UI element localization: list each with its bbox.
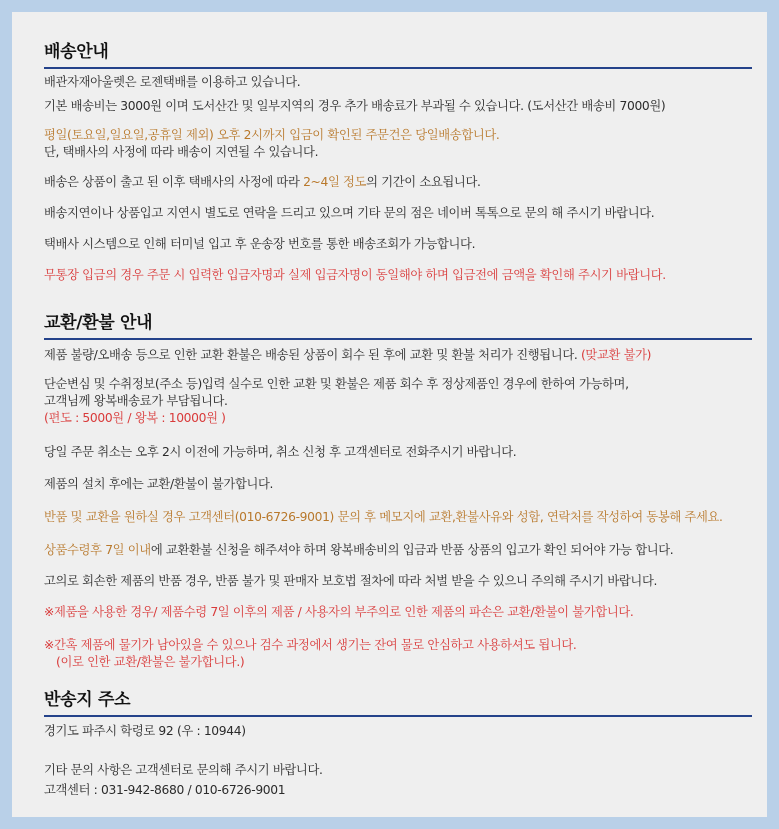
exchange-warning: ※제품을 사용한 경우/ 제품수령 7일 이후의 제품 / 사용자의 부주의로 인한 제품의 파손은 교환/환불이 불가합니다. bbox=[44, 605, 634, 619]
highlight-text: 상품수령후 7일 이내 bbox=[44, 543, 151, 557]
shipping-line: 기본 배송비는 3000원 이며 도서산간 및 일부지역의 경우 추가 배송료가 부과될 수 있습니다. (도서산간 배송비 7000원) bbox=[44, 99, 666, 113]
customer-center-phone: 고객센터 : 031-942-8680 / 010-6726-9001 bbox=[44, 783, 286, 797]
return-address-section bbox=[44, 685, 752, 717]
return-address-line: 기타 문의 사항은 고객센터로 문의해 주시기 바랍니다. bbox=[44, 763, 323, 777]
return-address-title: 반송지 주소 bbox=[44, 685, 752, 717]
exchange-section bbox=[44, 308, 752, 340]
exchange-line: 제품 불량/오배송 등으로 인한 교환 환불은 배송된 상품이 회수 된 후에 교환 및 환불 처리가 진행됩니다. (맞교환 불가) bbox=[44, 348, 652, 362]
exchange-line: 당일 주문 취소는 오후 2시 이전에 가능하며, 취소 신청 후 고객센터로 전화주시기 바랍니다. bbox=[44, 445, 517, 459]
exchange-fee: (편도 : 5000원 / 왕복 : 10000원 ) bbox=[44, 411, 226, 425]
shipping-line: 택배사 시스템으로 인해 터미널 입고 후 운송장 번호를 통한 배송조회가 가능합니다. bbox=[44, 237, 476, 251]
exchange-line: 고의로 회손한 제품의 반품 경우, 반품 불가 및 판매자 보호법 절차에 따라 처벌 받을 수 있으니 주의해 주시기 바랍니다. bbox=[44, 574, 658, 588]
exchange-line: 고객님께 왕복배송료가 부담됩니다. bbox=[44, 394, 228, 408]
highlight-text: (맞교환 불가) bbox=[580, 348, 652, 362]
exchange-line: 상품수령후 7일 이내에 교환환불 신청을 해주셔야 하며 왕복배송비의 입금과 반품 상품의 입고가 확인 되어야 가능 합니다. bbox=[44, 543, 674, 557]
return-address-line: 경기도 파주시 학령로 92 (우 : 10944) bbox=[44, 724, 246, 738]
shipping-line: 배관자재아울렛은 로젠택배를 이용하고 있습니다. bbox=[44, 75, 301, 89]
exchange-warning: ※간혹 제품에 물기가 남아있을 수 있으나 검수 과정에서 생기는 잔여 물로 안심하고 사용하셔도 됩니다. bbox=[44, 638, 577, 652]
shipping-line: 배송지연이나 상품입고 지연시 별도로 연락을 드리고 있으며 기타 문의 점은 네이버 톡톡으로 문의 해 주시기 바랍니다. bbox=[44, 206, 655, 220]
shipping-warning: 무통장 입금의 경우 주문 시 입력한 입금자명과 실제 입금자명이 동일해야 하며 입금전에 금액을 확인해 주시기 바랍니다. bbox=[44, 268, 666, 282]
exchange-line: 단순변심 및 수취정보(주소 등)입력 실수로 인한 교환 및 환불은 제품 회수 후 정상제품인 경우에 한하여 가능하며, bbox=[44, 377, 629, 391]
exchange-warning: (이로 인한 교환/환불은 불가합니다.) bbox=[56, 655, 245, 669]
highlight-text: 2~4일 정도 bbox=[303, 175, 367, 189]
shipping-line: 단, 택배사의 사정에 따라 배송이 지연될 수 있습니다. bbox=[44, 145, 319, 159]
exchange-line: 제품의 설치 후에는 교환/환불이 불가합니다. bbox=[44, 477, 274, 491]
shipping-section bbox=[44, 37, 752, 69]
shipping-title: 배송안내 bbox=[44, 37, 752, 69]
exchange-title: 교환/환불 안내 bbox=[44, 308, 752, 340]
shipping-line: 평일(토요일,일요일,공휴일 제외) 오후 2시까지 입금이 확인된 주문건은 당일배송합니다. bbox=[44, 128, 500, 142]
shipping-line: 배송은 상품이 출고 된 이후 택배사의 사정에 따라 2~4일 정도의 기간이 소요됩니다. bbox=[44, 175, 481, 189]
exchange-contact: 반품 및 교환을 원하실 경우 고객센터(010-6726-9001) 문의 후 메모지에 교환,환불사유와 성함, 연락처를 작성하여 동봉해 주세요. bbox=[44, 510, 723, 524]
notice-panel bbox=[12, 12, 767, 817]
